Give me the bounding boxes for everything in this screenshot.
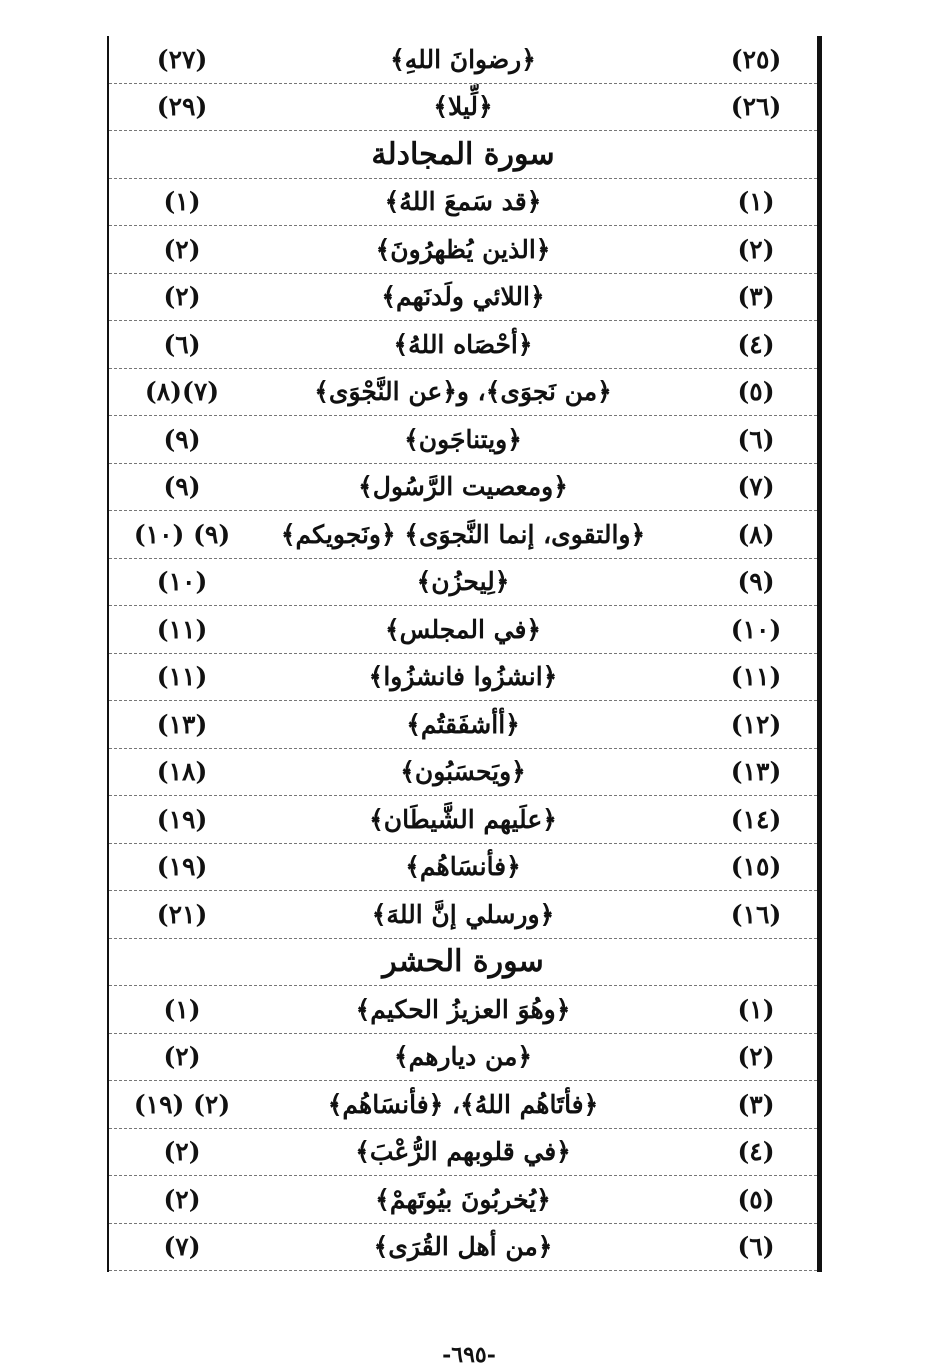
entry-number: (٧) (737, 472, 775, 502)
quran-phrase: ﴿من ديارهم﴾ (393, 1042, 533, 1072)
quran-phrase: ﴿لِيحزُن﴾ (416, 567, 510, 597)
quran-phrase: ﴿من نَجوَى﴾، و﴿عن النَّجْوَى﴾ (314, 377, 612, 407)
entry-number: (٢) (737, 1042, 775, 1072)
table-row (109, 179, 817, 227)
table-row (109, 1176, 817, 1224)
quran-phrase: ﴿من أهل القُرَى﴾ (373, 1232, 553, 1262)
entry-number: (٢٦) (730, 92, 782, 122)
verse-reference: (٢) (١٩) (133, 1089, 231, 1119)
quran-phrase: ﴿وهُوَ العزيزُ الحكيم﴾ (355, 994, 571, 1024)
quran-phrase: ﴿والتقوى، إنما النَّجوَى﴾ ﴿ونَجويكم﴾ (280, 519, 646, 549)
quran-phrase: ﴿انشزُوا فانشزُوا﴾ (368, 662, 558, 692)
table-row (109, 416, 817, 464)
entry-number: (٦) (737, 1232, 775, 1262)
table-row (109, 274, 817, 322)
table-row (109, 464, 817, 512)
table-row (109, 701, 817, 749)
quran-phrase: ﴿ورسلي إنَّ اللهَ﴾ (371, 899, 555, 929)
entry-number: (١١) (730, 662, 782, 692)
quran-phrase: ﴿علَيهم الشَّيطَان﴾ (369, 804, 557, 834)
quran-phrase: ﴿في المجلس﴾ (384, 614, 542, 644)
quran-phrase: ﴿يُخربُونَ بيُوتَهمْ﴾ (375, 1184, 551, 1214)
entry-number: (١٦) (730, 899, 782, 929)
table-row (109, 1081, 817, 1129)
entry-number: (١٣) (730, 757, 782, 787)
entry-number: (٤) (737, 1137, 775, 1167)
entry-number: (٣) (737, 1089, 775, 1119)
quran-phrase: ﴿أأشفَقتُم﴾ (406, 709, 520, 739)
table-row (109, 986, 817, 1034)
page-number: -٦٩٥- (442, 1342, 496, 1368)
quran-phrase: ﴿ومعصيت الرَّسُول﴾ (358, 472, 568, 502)
quran-phrase: ﴿فأتَاهُم اللهُ﴾، ﴿فأنسَاهُم﴾ (327, 1089, 599, 1119)
entry-number: (١٥) (730, 852, 782, 882)
quran-phrase: ﴿رضوانَ اللهِ﴾ (390, 44, 536, 74)
entry-number: (١٢) (730, 709, 782, 739)
verse-reference: (١) (163, 994, 201, 1024)
verse-reference: (٩) (163, 472, 201, 502)
table-row (109, 844, 817, 892)
verse-reference: (٢) (163, 282, 201, 312)
verse-reference: (١٨) (156, 757, 208, 787)
quran-phrase: ﴿الذين يُظهرُونَ﴾ (375, 234, 551, 264)
entry-number: (٤) (737, 329, 775, 359)
entry-number: (٦) (737, 424, 775, 454)
entry-number: (٨) (737, 519, 775, 549)
entry-number: (١) (737, 994, 775, 1024)
quran-phrase: ﴿ويَحسَبُون﴾ (400, 757, 526, 787)
table-row (109, 749, 817, 797)
table-row (109, 321, 817, 369)
verse-reference: (٢٩) (156, 92, 208, 122)
verse-reference: (٢١) (156, 899, 208, 929)
word-index-table (109, 36, 817, 1271)
table-frame (107, 36, 822, 1272)
verse-reference: (٢) (163, 1042, 201, 1072)
entry-number: (٥) (737, 1184, 775, 1214)
table-row (109, 654, 817, 702)
quran-phrase: ﴿قد سَمعَ اللهُ﴾ (384, 187, 542, 217)
table-row (109, 84, 817, 132)
verse-reference: (١١) (156, 662, 208, 692)
table-row (109, 369, 817, 417)
entry-number: (٩) (737, 567, 775, 597)
entry-number: (١٠) (730, 614, 782, 644)
quran-phrase: ﴿فأنسَاهُم﴾ (405, 852, 521, 882)
entry-number: (٢٥) (730, 44, 782, 74)
entry-number: (٥) (737, 377, 775, 407)
surah-heading: سورة الحشر (382, 944, 544, 980)
verse-reference: (٦) (163, 329, 201, 359)
surah-heading-row (109, 131, 817, 179)
entry-number: (٣) (737, 282, 775, 312)
quran-phrase: ﴿اللائي ولَدنَهم﴾ (381, 282, 545, 312)
table-row (109, 1034, 817, 1082)
verse-reference: (١٠) (156, 567, 208, 597)
verse-reference: (١١) (156, 614, 208, 644)
verse-reference: (٩) (١٠) (133, 519, 231, 549)
verse-reference: (٢٧) (156, 44, 208, 74)
verse-reference: (٧)(٨) (144, 377, 220, 407)
verse-reference: (١٩) (156, 852, 208, 882)
table-row (109, 891, 817, 939)
verse-reference: (١٩) (156, 804, 208, 834)
verse-reference: (٢) (163, 234, 201, 264)
verse-reference: (١٣) (156, 709, 208, 739)
surah-heading-row (109, 939, 817, 987)
surah-heading: سورة المجادلة (371, 136, 555, 172)
table-row (109, 36, 817, 84)
quran-phrase: ﴿في قلوبهم الرُّعْبَ﴾ (355, 1137, 571, 1167)
quran-phrase: ﴿أحْصَاه اللهُ﴾ (393, 329, 533, 359)
entry-number: (١٤) (730, 804, 782, 834)
table-row (109, 559, 817, 607)
table-row (109, 1129, 817, 1177)
verse-reference: (٢) (163, 1137, 201, 1167)
table-row (109, 796, 817, 844)
table-row (109, 511, 817, 559)
table-row (109, 606, 817, 654)
entry-number: (١) (737, 187, 775, 217)
verse-reference: (٩) (163, 424, 201, 454)
table-row (109, 1224, 817, 1272)
quran-phrase: ﴿لِّيلا﴾ (433, 92, 493, 122)
verse-reference: (١) (163, 187, 201, 217)
verse-reference: (٧) (163, 1232, 201, 1262)
verse-reference: (٢) (163, 1184, 201, 1214)
entry-number: (٢) (737, 234, 775, 264)
table-row (109, 226, 817, 274)
quran-phrase: ﴿ويتناجَون﴾ (404, 424, 522, 454)
